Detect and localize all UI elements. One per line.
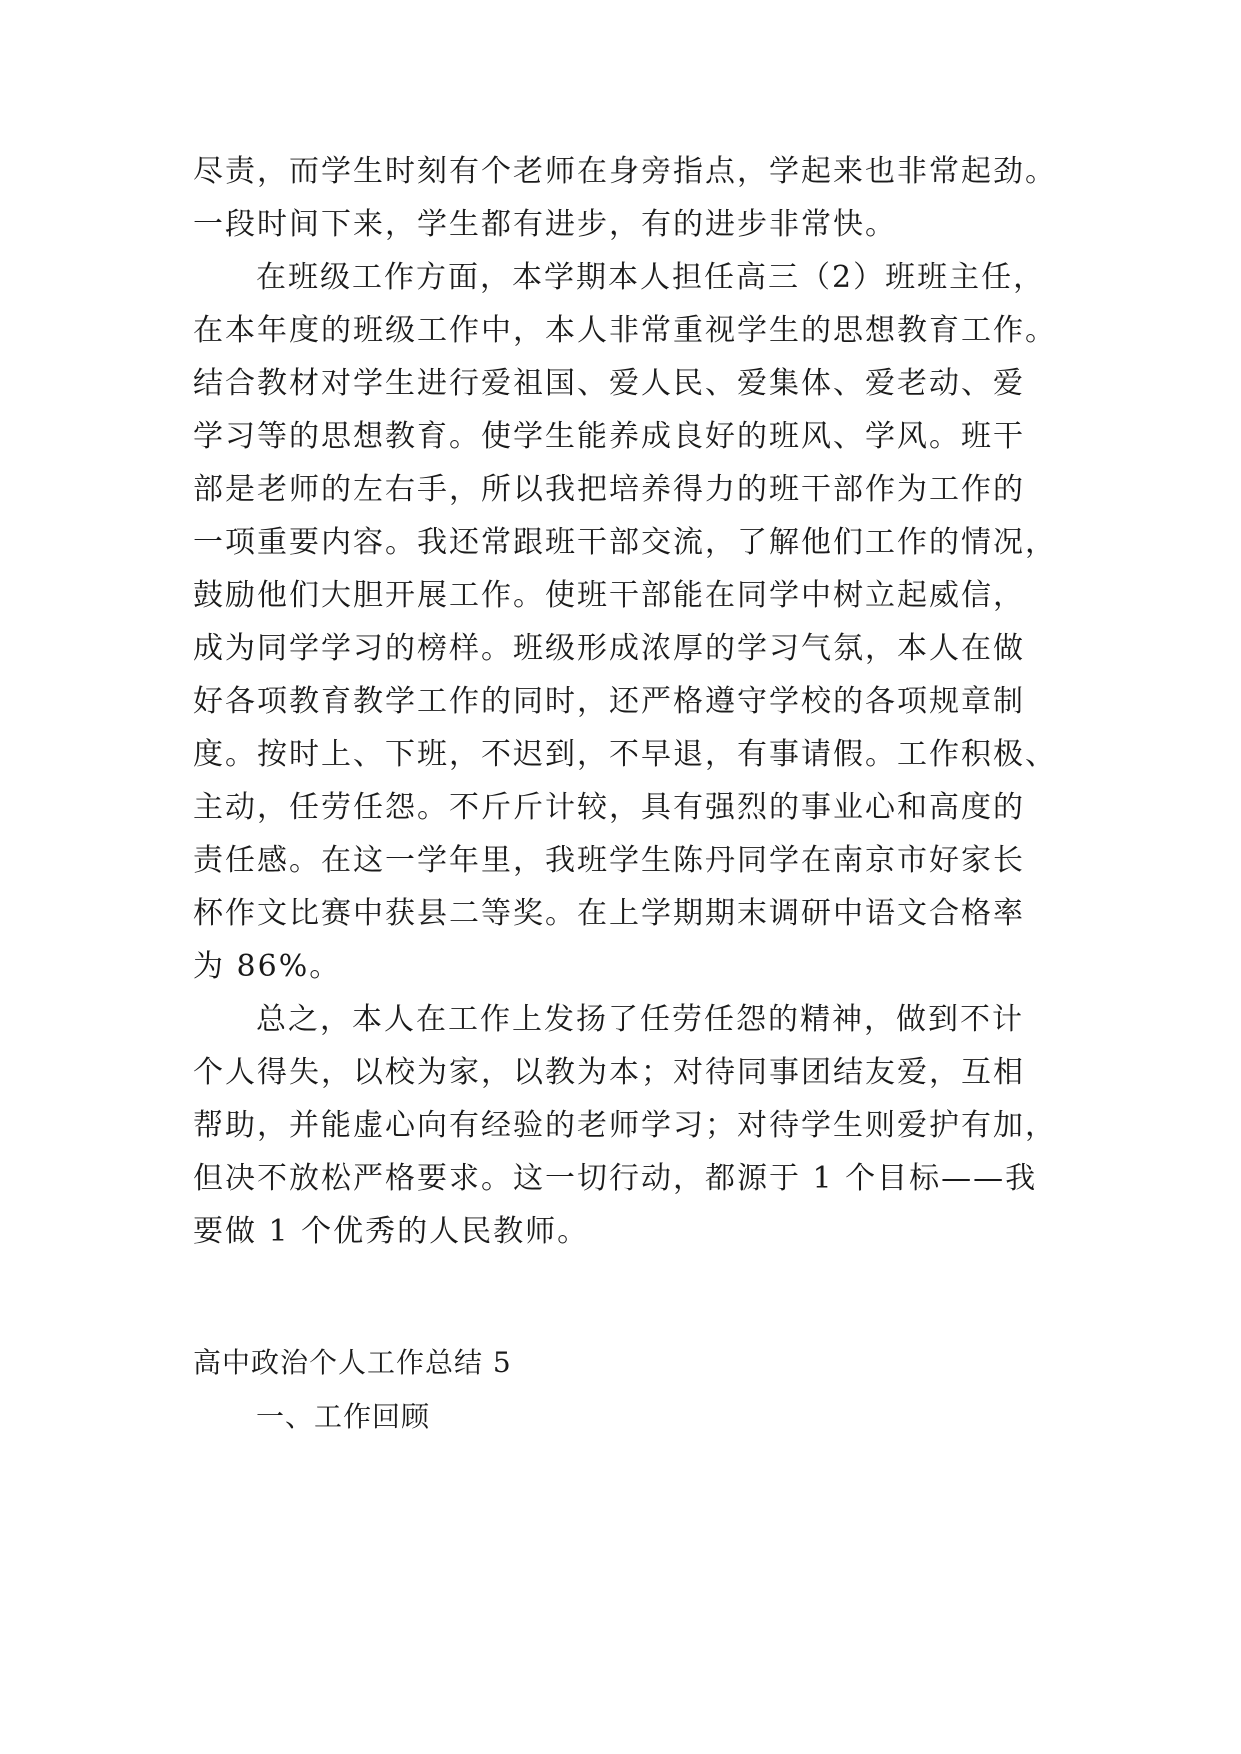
paragraph-start-line: 总之，本人在工作上发扬了任劳任怨的精神，做到不计	[256, 1002, 1024, 1037]
body-text-line: 帮助，并能虚心向有经验的老师学习；对待学生则爱护有加，	[193, 1108, 1057, 1143]
body-text-line: 一段时间下来，学生都有进步，有的进步非常快。	[193, 207, 897, 242]
body-text-line: 部是老师的左右手，所以我把培养得力的班干部作为工作的	[193, 472, 1025, 507]
body-text-line: 尽责，而学生时刻有个老师在身旁指点，学起来也非常起劲。	[193, 154, 1057, 189]
body-text-line: 成为同学学习的榜样。班级形成浓厚的学习气氛，本人在做	[193, 631, 1025, 666]
section-title: 高中政治个人工作总结 5	[193, 1346, 512, 1379]
body-text-line: 责任感。在这一学年里，我班学生陈丹同学在南京市好家长	[193, 843, 1025, 878]
body-text-line: 要做 1 个优秀的人民教师。	[193, 1214, 590, 1249]
body-text-line: 个人得失，以校为家，以教为本；对待同事团结友爱，互相	[193, 1055, 1025, 1090]
body-text-line: 为 86%。	[193, 949, 342, 984]
paragraph-start-line: 在班级工作方面，本学期本人担任高三（2）班班主任，	[256, 260, 1046, 295]
body-text-line: 一项重要内容。我还常跟班干部交流，了解他们工作的情况，	[193, 525, 1057, 560]
body-text-line: 学习等的思想教育。使学生能养成良好的班风、学风。班干	[193, 419, 1025, 454]
body-text-line: 杯作文比赛中获县二等奖。在上学期期末调研中语文合格率	[193, 896, 1025, 931]
body-text-line: 但决不放松严格要求。这一切行动，都源于 1 个目标——我	[193, 1161, 1038, 1196]
body-text-line: 结合教材对学生进行爱祖国、爱人民、爱集体、爱老动、爱	[193, 366, 1025, 401]
subsection-title: 一、工作回顾	[256, 1400, 431, 1433]
body-text-line: 主动，任劳任怨。不斤斤计较，具有强烈的事业心和高度的	[193, 790, 1025, 825]
body-text-line: 度。按时上、下班，不迟到，不早退，有事请假。工作积极、	[193, 737, 1057, 772]
body-text-line: 好各项教育教学工作的同时，还严格遵守学校的各项规章制	[193, 684, 1025, 719]
body-text-line: 鼓励他们大胆开展工作。使班干部能在同学中树立起威信，	[193, 578, 1025, 613]
body-text-line: 在本年度的班级工作中，本人非常重视学生的思想教育工作。	[193, 313, 1057, 348]
